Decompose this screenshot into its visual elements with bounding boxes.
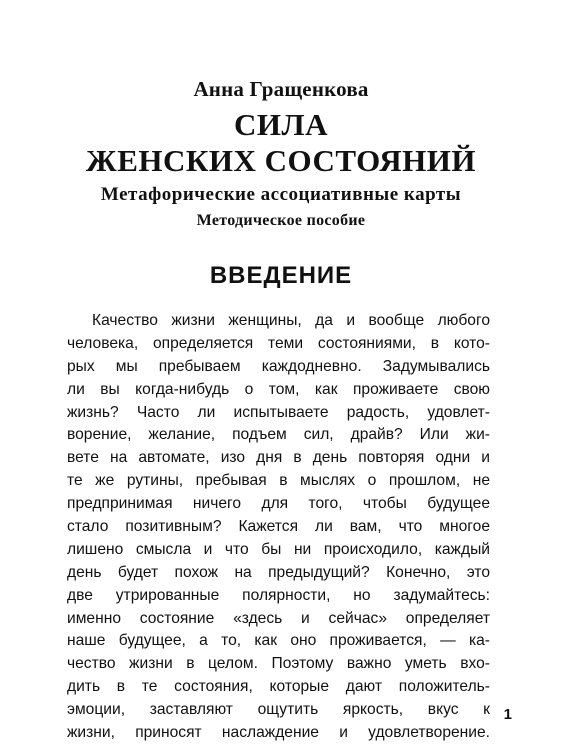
book-subtitle: Метафорические ассоциативные карты xyxy=(100,184,462,205)
book-title-line-1: СИЛА xyxy=(234,107,328,142)
body-line: жизни, приносят наслаждение и удовлетворение. xyxy=(67,724,490,742)
body-line: ворение, желание, подъем сил, драйв? Или жи- xyxy=(67,426,490,444)
author-name: Анна Гращенкова xyxy=(193,77,369,101)
body-line: вете на автомате, изо дня в день повторяя одни и xyxy=(67,449,490,467)
page-number: 1 xyxy=(503,706,512,723)
body-line: Качество жизни женщины, да и вообще любого xyxy=(92,312,490,329)
body-line: те же рутины, пребывая в мыслях о прошлом, не xyxy=(67,472,490,490)
body-line: день будет похож на предыдущий? Конечно, это xyxy=(67,563,490,581)
body-line: ли вы когда-нибудь о том, как проживаете свою xyxy=(67,380,490,398)
body-line: лишено смысла и что бы ни происходило, каждый xyxy=(67,540,490,558)
book-type: Методическое пособие xyxy=(196,212,366,229)
body-line: наше будущее, а то, как оно проживается, — ка- xyxy=(67,632,490,650)
body-line: рых мы пребываем каждодневно. Задумывались xyxy=(67,357,490,375)
body-line: дить в те состояния, которые дают положитель- xyxy=(67,678,490,696)
body-line: человека, определяется теми состояниями, в кото- xyxy=(67,334,490,352)
book-title-line-2: ЖЕНСКИХ СОСТОЯНИЙ xyxy=(86,143,476,178)
section-heading: ВВЕДЕНИЕ xyxy=(209,262,353,289)
body-line: предпринимая ничего для того, чтобы будущее xyxy=(67,495,490,513)
section-body xyxy=(67,310,490,745)
body-line: жизнь? Часто ли испытываете радость, удовлет- xyxy=(67,403,490,421)
body-line: две утрированные полярности, но задумайтесь: xyxy=(67,586,490,604)
body-line: чество жизни в целом. Поэтому важно уметь вхо- xyxy=(67,655,490,673)
body-line: стало позитивным? Кажется ли вам, что многое xyxy=(67,518,490,536)
body-line: именно состояние «здесь и сейчас» определяет xyxy=(67,609,490,627)
body-line: эмоции, заставляют ощутить яркость, вкус к xyxy=(67,701,490,719)
